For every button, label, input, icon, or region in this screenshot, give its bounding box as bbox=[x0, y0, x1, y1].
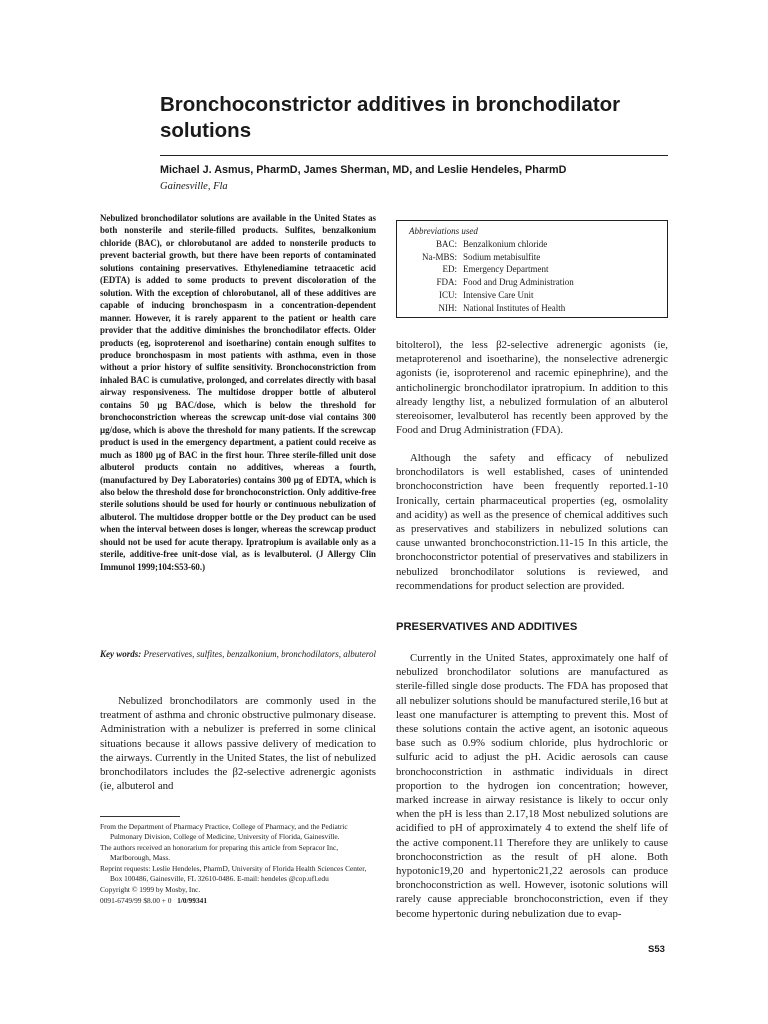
keywords bbox=[100, 648, 376, 660]
abbreviations-title: Abbreviations used bbox=[409, 226, 478, 236]
author-list: Michael J. Asmus, PharmD, James Sherman, MD, and Leslie Hendeles, PharmD bbox=[160, 164, 567, 176]
footnote-reprints: Reprint requests: Leslie Hendeles, PharmD, University of Florida Health Sciences Center, Box 100486, Gainesville, FL 32610-0486. E-mail: hendeles @cop.ufl.edu bbox=[100, 864, 367, 883]
abbreviation-row bbox=[407, 251, 657, 264]
abbreviation-term: ICU: bbox=[439, 289, 457, 300]
abbreviation-definition: Emergency Department bbox=[463, 264, 549, 275]
abbreviation-term: Na-MBS: bbox=[421, 251, 457, 262]
abbreviation-term: BAC: bbox=[435, 238, 457, 249]
abbreviation-definition: Intensive Care Unit bbox=[463, 289, 534, 300]
abbreviation-term: NIH: bbox=[438, 302, 457, 313]
page-number: S53 bbox=[648, 944, 665, 955]
abbreviation-term: ED: bbox=[442, 264, 457, 275]
body-paragraph-3: Currently in the United States, approximately one half of nebulized bronchodilator solutions are manufactured as sterile-filled single dose products. The FDA has proposed that all nebulizer solutions should be manufactured sterile,16 but at least one manufacturer is attempting to prevent this. Most of these solutions contain the active agent, an isotonic aqueous base such as 0.9% sodium chloride, plus hydrochloric or sulfuric acid to adjust the pH. Acidic aerosols can cause bronchoconstriction in asthmatic individuals in direct proportion to the hydrogen ion concentration; however, marked increase in airway resistance is likely to occur only when the pH is less than 2.17,18 Most nebulized solutions are acidified to pH of approximately 4 to extend the shelf life of the active component.11 Therefore they are unlikely to cause bronchoconstriction as the result of pH alone. Both hypotonic19,20 and hypertonic21,22 aerosols can produce bronchoconstriction as well. However, isotonic solutions will rarely cause appreciable bronchoconstriction, even if they become hypertonic during nebulization due to evap- bbox=[396, 652, 668, 920]
body-paragraph-2: Although the safety and efficacy of nebulized bronchodilators is well established, cases of unintended bronchoconstriction have been frequently reported.1-10 Ironically, certain pharmaceutical properties (eg, osmolality and acidity) as well as the presence of chemical additives such as preservatives and stabilizers in nebulized solutions can cause unwanted bronchoconstriction.11-15 In this article, the bronchoconstrictor potential of preservatives and stabilizers in nebulized bronchodilator solutions is reviewed, and recommendations for product selection are provided. bbox=[396, 452, 668, 592]
abstract: Nebulized bronchodilator solutions are available in the United States as both nonsterile and sterile-filled products. Sulfites, benzalkonium chloride (BAC), or chlorobutanol are added to nonsterile products to prevent bacterial growth, but there have been reports of contaminated solutions containing preservatives. Ethylenediamine tetraacetic acid (EDTA) is added to some products to prevent discoloration of the solution. With the exception of chlorobutanol, all of these additives are capable of inducing bronchospasm in a concentration-dependent manner. However, it is rarely apparent to the patient or health care provider that the additive diminishes the bronchodilator effects. Older products (eg, isoproterenol and isoetharine) contain enough sulfites to produce bronchospasm in most patients with asthma, even in those without a prior history of sulfite sensitivity. Bronchoconstriction from inhaled BAC is cumulative, prolonged, and correlates directly with basal airway responsiveness. The multidose dropper bottle of albuterol contains 50 µg BAC/dose, which is below the threshold for bronchoconstriction whereas the screwcap unit-dose vial contains 300 µg/dose, which is above the threshold for many patients. If the screwcap product is used in the emergency department, a patient could receive as much as 1800 µg of BAC in the first hour. Three sterile-filled unit dose albuterol products contain no additives, whereas a fourth, (manufactured by Dey Laboratories) contains 300 µg of EDTA, which is also below the threshold dose for bronchoconstriction. Only additive-free sterile solutions should be used for hourly or continuous nebulization of albuterol. The multidose dropper bottle or the Dey product can be used when the interval between doses is longer, whereas the screwcap product should not be used for acute therapy. Ipratropium is available only as a sterile, additive-free unit-dose vial, as is levalbuterol. (J Allergy Clin Immunol 1999;104:S53-60.) bbox=[100, 213, 376, 572]
abbreviation-row bbox=[407, 276, 657, 289]
footnote-issn: 0091-6749/99 $8.00 + 0 bbox=[100, 896, 172, 905]
keywords-label: Key words: bbox=[100, 649, 142, 659]
abbreviation-definition: National Institutes of Health bbox=[463, 302, 566, 313]
section-heading: PRESERVATIVES AND ADDITIVES bbox=[396, 621, 578, 633]
footnote-honorarium: The authors received an honorarium for preparing this article from Sepracor Inc, Marlborough, Mass. bbox=[100, 843, 339, 862]
footnote-code: 1/0/99341 bbox=[177, 896, 208, 905]
article-title: Bronchoconstrictor additives in bronchodilator solutions bbox=[160, 93, 621, 142]
abbreviation-row bbox=[407, 263, 657, 276]
keywords-text: Preservatives, sulfites, benzalkonium, bronchodilators, albuterol bbox=[143, 649, 376, 659]
footnote-affiliation: From the Department of Pharmacy Practice, College of Pharmacy, and the Pediatric Pulmonary Division, College of Medicine, University of Florida, Gainesville. bbox=[100, 822, 348, 841]
footnote-divider bbox=[100, 816, 180, 817]
title-divider bbox=[160, 155, 668, 156]
footnote-copyright: Copyright © 1999 by Mosby, Inc. bbox=[100, 885, 201, 894]
intro-paragraph: Nebulized bronchodilators are commonly used in the treatment of asthma and chronic obstructive pulmonary disease. Administration with a nebulizer is preferred in some clinical situations because it allows passive delivery of medication to the airways. Currently in the United States, the list of nebulized bronchodilators includes the β2-selective adrenergic agonists (ie, albuterol and bbox=[100, 695, 376, 793]
abbreviation-row bbox=[407, 238, 657, 251]
abbreviation-definition: Sodium metabisulfite bbox=[463, 251, 541, 262]
body-paragraph-1: bitolterol), the less β2-selective adrenergic agonists (ie, metaproterenol and isoetharine), the nonselective adrenergic agonists (ie, isoproterenol and racemic epinephrine), and the anticholinergic bronchodilator ipratropium. In addition to this already lengthy list, a nebulized formulation of an albuterol stereoisomer, levalbuterol has recently been approved by the Food and Drug Administration (FDA). bbox=[396, 339, 668, 437]
abbreviation-definition: Benzalkonium chloride bbox=[463, 238, 548, 249]
abbreviations-box bbox=[396, 220, 668, 318]
footnote-issn-line bbox=[100, 896, 376, 906]
footnotes bbox=[100, 822, 376, 907]
abbreviation-term: FDA: bbox=[436, 277, 457, 288]
abbreviations-list bbox=[407, 238, 657, 315]
abbreviation-row bbox=[407, 302, 657, 315]
abbreviation-definition: Food and Drug Administration bbox=[463, 277, 574, 288]
abbreviation-row bbox=[407, 289, 657, 302]
author-affiliation: Gainesville, Fla bbox=[160, 181, 228, 192]
